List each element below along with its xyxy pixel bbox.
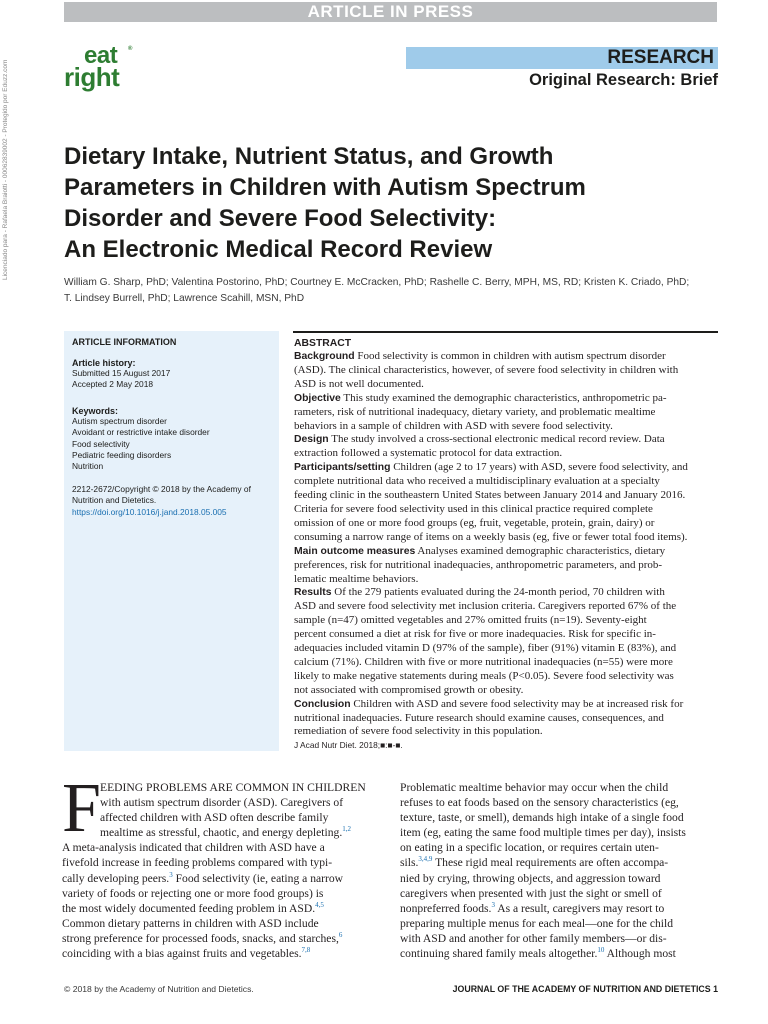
article-information-box — [64, 331, 279, 751]
history-accepted: Accepted 2 May 2018 — [72, 379, 154, 390]
design-label: Design — [294, 434, 329, 446]
drop-cap: F — [62, 770, 101, 847]
keyword-item: Autism spectrum disorder — [72, 415, 167, 426]
abstract-line: extraction followed a systematic protocol for data extraction. — [294, 447, 563, 460]
abstract-top-rule — [293, 331, 718, 333]
abstract-line: calcium (71%). Children with five or more nutritional inadequacies (n=55) were more — [294, 655, 673, 668]
author-line: William G. Sharp, PhD; Valentina Postorino, PhD; Courtney E. McCracken, PhD; Rashelle C. Berry, MPH, MS, RD; Kristen K. Criado, PhD; — [64, 277, 690, 288]
keywords-label: Keywords: — [72, 405, 119, 416]
copyright-line: 2212-2672/Copyright © 2018 by the Academy of — [72, 483, 251, 494]
author-list — [64, 275, 724, 307]
objective-label: Objective — [294, 392, 341, 404]
reference-link[interactable]: 7,8 — [301, 946, 311, 955]
footer-copyright: © 2018 by the Academy of Nutrition and Dietetics. — [64, 984, 254, 994]
body-line: cally developing peers.$^3$ Food selectivity (ie, eating a narrow — [62, 870, 344, 885]
logo-registered-mark: ® — [128, 46, 133, 52]
body-line: variety of foods or rejecting one or more food groups) is — [62, 886, 324, 900]
abstract-line: Criteria for severe food selectivity used in this clinical practice required complete — [294, 502, 653, 515]
abstract-line: not associated with compromised growth or obesity. — [294, 683, 524, 696]
abstract-line: sample (n=47) omitted vegetables and 27% omitted fruits (n=19). Seventy-eight — [294, 614, 647, 627]
keyword-item: Avoidant or restrictive intake disorder — [72, 427, 210, 438]
body-line: refuses to eat foods based on the sensory characteristics (eg, — [400, 796, 679, 810]
abstract-line: lematic mealtime behaviors. — [294, 572, 419, 585]
title-line: Disorder and Severe Food Selectivity: — [64, 205, 497, 232]
title-line: Parameters in Children with Autism Spectrum — [64, 174, 586, 201]
article-info-header: ARTICLE INFORMATION — [72, 337, 177, 347]
reference-link[interactable]: 3 — [491, 900, 495, 909]
body-line: strong preference for processed foods, snacks, and starches,$^6$ — [62, 931, 343, 945]
eatright-logo — [64, 44, 134, 92]
abstract-line: complete nutritional data who received a multidisciplinary evaluation at a specialty — [294, 475, 660, 488]
body-line: item (eg, eating the same food multiple times per day), insists — [400, 826, 686, 840]
body-line: mealtime as stressful, chaotic, and energy depleting.$^{1,2}$ — [100, 825, 351, 840]
abstract-line: nutritional inadequacies. Future research should examine causes, consequences, and — [294, 711, 664, 724]
abstract-line: Main outcome measures Analyses examined demographic characteristics, dietary — [294, 544, 666, 557]
copyright-line: Nutrition and Dietetics. — [72, 495, 157, 506]
reference-link[interactable]: 4,5 — [315, 900, 324, 909]
abstract-line: consuming a narrow range of items on a weekly basis (eg, five or fewer total food items). — [294, 530, 688, 543]
title-line: Dietary Intake, Nutrient Status, and Growth — [64, 143, 554, 170]
section-subtype: Original Research: Brief — [529, 71, 718, 89]
body-line: nied by crying, throwing objects, and aggression toward — [400, 871, 661, 885]
body-column-right — [400, 780, 718, 961]
keyword-item: Food selectivity — [72, 438, 130, 449]
background-label: Background — [294, 351, 355, 362]
body-line: with autism spectrum disorder (ASD). Caregivers of — [100, 796, 344, 810]
body-line: texture, taste, or smell), demands high intake of a single food — [400, 811, 684, 825]
doi-link[interactable]: https://doi.org/10.1016/j.jand.2018.05.005 — [72, 506, 227, 517]
abstract-line: rameters, risk of nutritional inadequacy, dietary variety, and problematic mealtime — [294, 405, 656, 418]
body-line: preparing multiple menus for each meal—one for the child — [400, 916, 674, 930]
outcomes-label: Main outcome measures — [294, 545, 416, 557]
abstract — [294, 337, 718, 752]
history-submitted: Submitted 15 August 2017 — [72, 368, 171, 378]
abstract-line: remediation of severe food selectivity in this population. — [294, 725, 543, 738]
logo-line-2: right — [64, 62, 120, 92]
abstract-line: Conclusion Children with ASD and severe food selectivity may be at increased risk for — [294, 697, 684, 710]
abstract-line: Objective This study examined the demographic characteristics, anthropometric pa- — [294, 391, 667, 404]
abstract-line: (ASD). The clinical characteristics, however, of severe food selectivity in children with — [294, 363, 679, 376]
abstract-line: percent consumed a diet at risk for five or more inadequacies. Risk for specific in- — [294, 628, 656, 641]
author-line: T. Lindsey Burrell, PhD; Lawrence Scahill, MSN, PhD — [64, 293, 305, 304]
participants-label: Participants/setting — [294, 462, 391, 474]
body-line: affected children with ASD often describe family — [100, 811, 329, 825]
abstract-line: feeding clinic in the southeastern United States between January 2014 and January 2016. — [294, 489, 686, 502]
abstract-line: likely to make negative statements during meals (P<0.05). Severe food selectivity was — [294, 669, 674, 682]
body-line: with ASD and another for other family members—or dis- — [400, 931, 667, 945]
abstract-line: preferences, risk for nutritional inadequacies, anthropometric parameters, and prob- — [294, 558, 663, 571]
results-label: Results — [294, 587, 332, 599]
body-line: continuing shared family meals altogether.$^{10}$ Although most — [400, 946, 676, 961]
abstract-line: adequacies included vitamin D (97% of the sample), fiber (91%) vitamin E (83%), and — [294, 642, 677, 655]
body-line: caregivers when presented with just the sight or smell of — [400, 886, 662, 900]
body-line: coinciding with a bias against fruits and vegetables.$^{7,8}$ — [62, 946, 311, 961]
section-label: RESEARCH — [406, 47, 718, 69]
abstract-heading: ABSTRACT — [294, 338, 352, 349]
keyword-item: Nutrition — [72, 461, 104, 472]
body-line: Common dietary patterns in children with ASD include — [62, 916, 319, 930]
body-line: on eating in a specific location, or requires certain uten- — [400, 841, 659, 855]
conclusion-label: Conclusion — [294, 698, 351, 710]
body-line: EEDING PROBLEMS ARE COMMON IN CHILDREN — [100, 781, 366, 794]
abstract-line: Results Of the 279 patients evaluated during the 24-month period, 70 children with — [294, 586, 665, 599]
article-title — [64, 141, 724, 265]
body-line: fivefold increase in feeding problems compared with typi- — [62, 856, 333, 870]
footer-journal-page: JOURNAL OF THE ACADEMY OF NUTRITION AND DIETETICS 1 — [452, 984, 718, 994]
copyright-notice — [72, 484, 271, 507]
reference-link[interactable]: 6 — [338, 931, 343, 940]
page-footer — [64, 984, 718, 998]
title-line: An Electronic Medical Record Review — [64, 236, 493, 263]
logo-line-1: eat — [84, 42, 118, 69]
article-in-press-banner: ARTICLE IN PRESS — [64, 2, 717, 22]
body-line: sils.$^{3,4,9}$ These rigid meal requirements are often accompa- — [400, 855, 669, 870]
reference-link[interactable]: 1,2 — [342, 825, 351, 834]
keyword-item: Pediatric feeding disorders — [72, 450, 172, 461]
reference-link[interactable]: 3 — [169, 870, 173, 879]
license-watermark: Licenciado para - Rafaela Braiotti - 00062839002 - Protegido por Eduzz.com — [2, 59, 9, 280]
history-label: Article history: — [72, 358, 136, 368]
abstract-line: ASD is not well documented. — [294, 377, 424, 390]
body-line: nonpreferred foods.$^3$ As a result, caregivers may resort to — [400, 900, 665, 915]
body-line: A meta-analysis indicated that children with ASD have a — [62, 841, 325, 855]
journal-citation: J Acad Nutr Diet. 2018;■:■-■. — [294, 740, 403, 751]
abstract-line: Design The study involved a cross-sectional electronic medical record review. Data — [294, 433, 665, 446]
abstract-line: omission of one or more food groups (eg, fruit, vegetable, protein, grain, dairy) or — [294, 516, 655, 529]
reference-link[interactable]: 3,4,9 — [418, 855, 433, 864]
abstract-line: Participants/setting Children (age 2 to 17 years) with ASD, severe food selectivity, and — [294, 461, 688, 474]
reference-link[interactable]: 10 — [597, 946, 605, 955]
body-line: the most widely documented feeding problem in ASD.$^{4,5}$ — [62, 900, 324, 915]
body-column-left — [62, 770, 380, 961]
abstract-line: ASD and severe food selectivity met inclusion criteria. Caregivers reported 67% of the — [294, 600, 677, 613]
abstract-line: behaviors in a sample of children with ASD with severe food selectivity. — [294, 419, 613, 432]
abstract-line: Background Food selectivity is common in children with autism spectrum disorder — [294, 350, 666, 362]
body-line: Problematic mealtime behavior may occur when the child — [400, 781, 669, 794]
